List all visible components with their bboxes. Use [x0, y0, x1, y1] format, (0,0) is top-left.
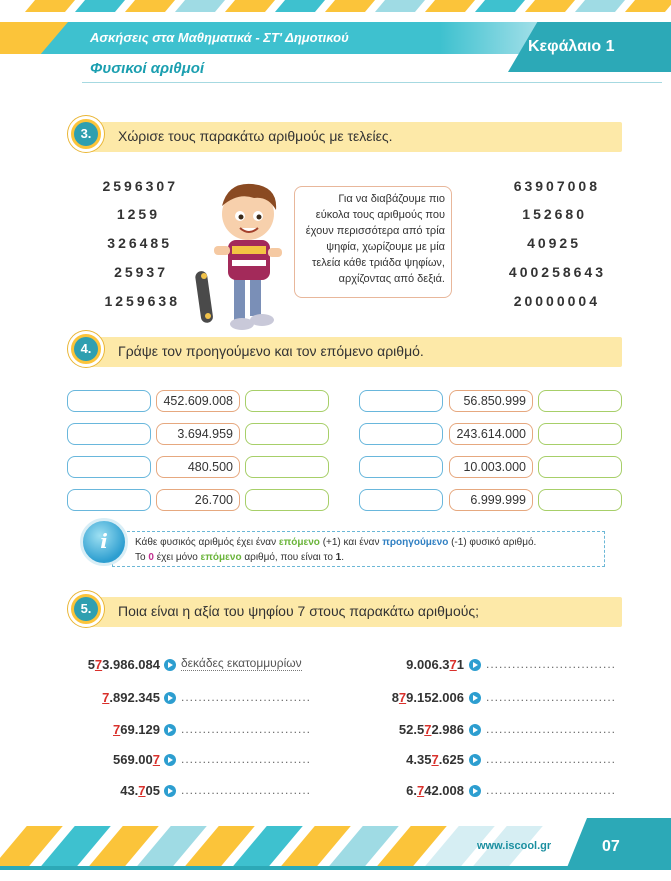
ex5-number-7: 879.152.006 [391, 690, 464, 705]
ex5-number-6: 9.006.371 [406, 657, 464, 672]
ex5-number-4: 569.007 [113, 752, 160, 767]
page-number: 07 [602, 838, 620, 855]
ex4-previous-input-6[interactable] [359, 423, 443, 445]
ex4-previous-input-5[interactable] [359, 390, 443, 412]
arrow-right-icon [164, 724, 176, 736]
arrow-right-icon [164, 754, 176, 766]
website-link[interactable]: www.iscool.gr [477, 840, 552, 852]
tip-speech-bubble: Για να διαβάζουμε πιο εύκολα τους αριθμούς που έχουν περισσότερα από τρία ψηφία, χωρίζουμε με μία τελεία κάθε τριάδα ψηφίων, αρχίζοντας από δεξιά. [294, 186, 452, 298]
ex5-answer-blank-9[interactable]: .............................. [486, 752, 617, 766]
ex5-number-8: 52.572.986 [398, 722, 464, 737]
ex4-next-input-4[interactable] [245, 489, 329, 511]
ex4-next-input-7[interactable] [538, 456, 622, 478]
info-note [112, 531, 605, 567]
ex5-answer-blank-8[interactable]: .............................. [486, 722, 617, 736]
ex4-next-input-3[interactable] [245, 456, 329, 478]
ex4-next-input-1[interactable] [245, 390, 329, 412]
arrow-right-icon [469, 785, 481, 797]
ex4-previous-input-8[interactable] [359, 489, 443, 511]
info-line-2: Το 0 έχει μόνο επόμενο αριθμό, που είναι το 1. [135, 552, 345, 563]
ex4-next-input-5[interactable] [538, 390, 622, 412]
ex5-number-1: 573.986.084 [87, 657, 160, 672]
ex4-given-number-6: 243.614.000 [449, 423, 533, 445]
ex4-previous-input-1[interactable] [67, 390, 151, 412]
ex4-next-input-6[interactable] [538, 423, 622, 445]
ex4-given-number-2: 3.694.959 [156, 423, 240, 445]
divider [82, 82, 662, 83]
arrow-right-icon [469, 724, 481, 736]
exercise-5-badge: 5. [68, 591, 104, 627]
ex3-left-number-5: 1259638 [104, 293, 180, 309]
exercise-5-instruction: Ποια είναι η αξία του ψηφίου 7 στους παρακάτω αριθμούς; [118, 603, 480, 619]
ex4-next-input-2[interactable] [245, 423, 329, 445]
ex3-right-number-3: 40925 [527, 235, 581, 251]
arrow-right-icon [469, 659, 481, 671]
chapter-label: Κεφάλαιο 1 [528, 38, 615, 55]
info-icon: i [80, 518, 128, 566]
ex5-number-5: 43.705 [120, 783, 160, 798]
arrow-right-icon [164, 692, 176, 704]
arrow-right-icon [469, 754, 481, 766]
ex5-number-9: 4.357.625 [406, 752, 464, 767]
book-title: Ασκήσεις στα Μαθηματικά - ΣΤ' Δημοτικού [90, 30, 349, 45]
ex4-given-number-4: 26.700 [156, 489, 240, 511]
ex4-given-number-7: 10.003.000 [449, 456, 533, 478]
ex5-answer-blank-4[interactable]: .............................. [181, 752, 312, 766]
ex5-answer-blank-2[interactable]: .............................. [181, 690, 312, 704]
ex3-left-number-4: 25937 [114, 264, 168, 280]
ex4-next-input-8[interactable] [538, 489, 622, 511]
section-title: Φυσικοί αριθμοί [90, 60, 205, 77]
ex4-given-number-8: 6.999.999 [449, 489, 533, 511]
ex5-answer-blank-7[interactable]: .............................. [486, 690, 617, 704]
arrow-right-icon [164, 659, 176, 671]
exercise-4-badge: 4. [68, 331, 104, 367]
ex3-right-number-5: 20000004 [513, 293, 600, 309]
ex4-given-number-3: 480.500 [156, 456, 240, 478]
ex3-left-number-2: 1259 [116, 206, 160, 222]
top-decorative-stripes [0, 0, 671, 12]
exercise-4-instruction: Γράψε τον προηγούμενο και τον επόμενο αριθμό. [118, 343, 424, 359]
ex4-given-number-5: 56.850.999 [449, 390, 533, 412]
ex5-number-10: 6.742.008 [406, 783, 464, 798]
ex4-previous-input-3[interactable] [67, 456, 151, 478]
ex3-right-number-1: 63907008 [513, 178, 600, 194]
ex4-previous-input-4[interactable] [67, 489, 151, 511]
ex4-previous-input-7[interactable] [359, 456, 443, 478]
exercise-3-instruction: Χώρισε τους παρακάτω αριθμούς με τελείες. [118, 128, 393, 144]
ex3-left-number-3: 326485 [107, 235, 172, 251]
ex3-right-number-2: 152680 [522, 206, 587, 222]
ex3-left-number-1: 2596307 [102, 178, 178, 194]
info-line-1: Κάθε φυσικός αριθμός έχει έναν επόμενο (+1) και έναν προηγούμενο (-1) φυσικό αριθμό. [135, 537, 537, 548]
ex5-answer-blank-5[interactable]: .............................. [181, 783, 312, 797]
ex5-number-3: 769.129 [113, 722, 160, 737]
arrow-right-icon [164, 785, 176, 797]
ex4-given-number-1: 452.609.008 [156, 390, 240, 412]
ex3-right-number-4: 400258643 [508, 264, 606, 280]
ex5-answer-blank-3[interactable]: .............................. [181, 722, 312, 736]
ex5-number-2: 7.892.345 [102, 690, 160, 705]
boy-character-illustration [192, 176, 302, 336]
ex5-answer-blank-10[interactable]: .............................. [486, 783, 617, 797]
ex4-previous-input-2[interactable] [67, 423, 151, 445]
exercise-3-badge: 3. [68, 116, 104, 152]
ex5-example-answer: δεκάδες εκατομμυρίων [181, 656, 302, 670]
arrow-right-icon [469, 692, 481, 704]
ex5-answer-blank-6[interactable]: .............................. [486, 657, 617, 671]
